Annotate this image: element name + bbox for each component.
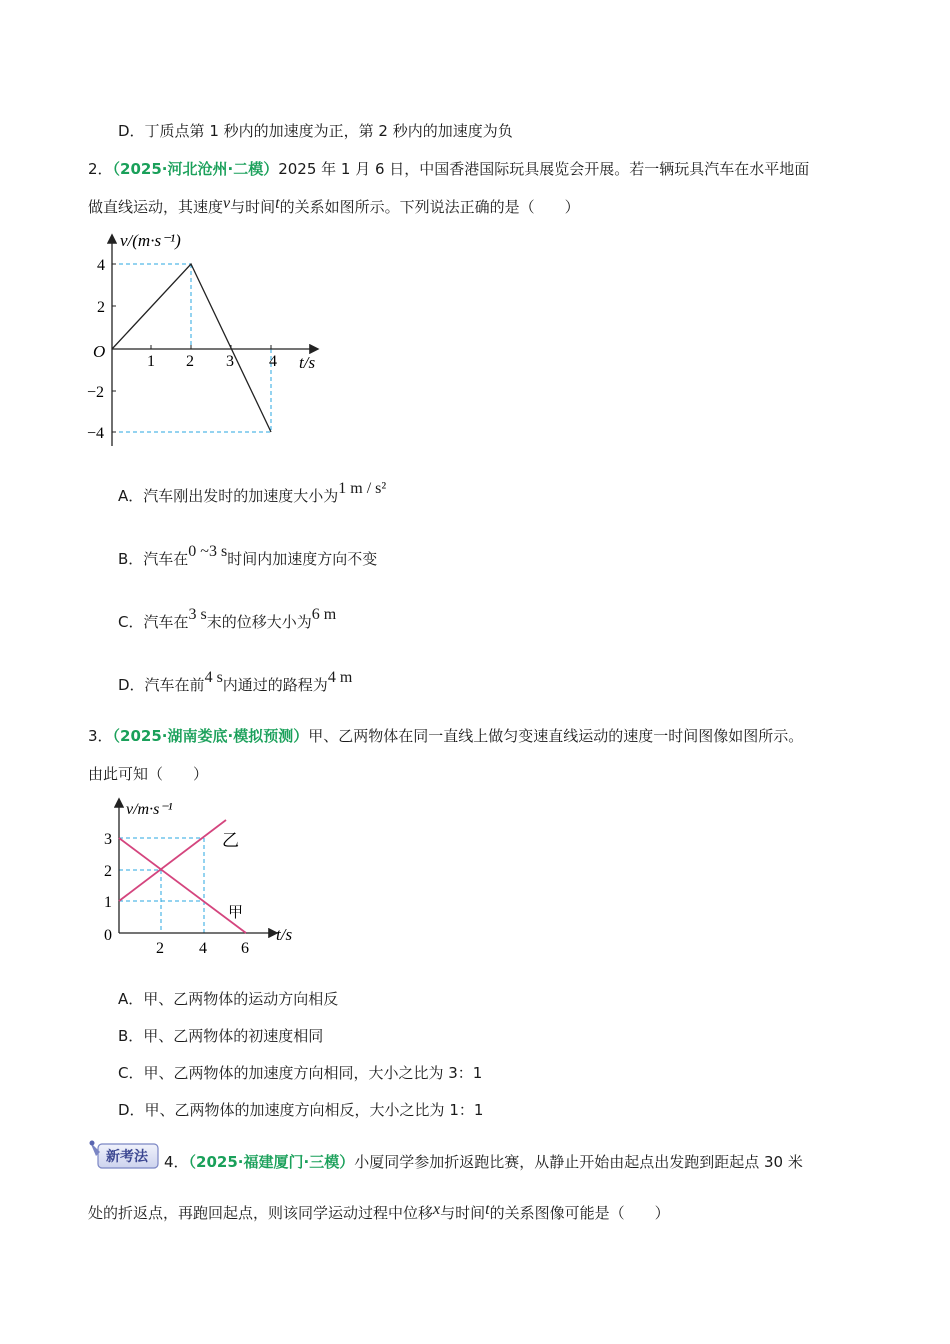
q2-option-b-prefix: B．汽车在 (118, 550, 189, 568)
q2-x-label: t/s (299, 353, 316, 372)
q2-stem-2b: 与时间 (230, 198, 276, 216)
q3-vt-graph (98, 796, 308, 958)
q2-ytick-m4: −4 (87, 425, 105, 442)
q2-var-t: t (275, 195, 280, 212)
q3-option-b: B．甲、乙两物体的初速度相同 (118, 1027, 324, 1045)
q4-number: 4． (164, 1153, 189, 1171)
q2-xtick-3: 3 (226, 353, 234, 370)
q2-stem-2a: 做直线运动，其速度 (88, 198, 224, 216)
q2-stem-2c: 的关系如图所示。下列说法正确的是（ ） (279, 198, 580, 216)
badge-text: 新考法 (106, 1150, 148, 1165)
q2-y-label: v/(m·s⁻¹) (120, 231, 181, 250)
q2-number: 2． (88, 160, 113, 178)
q2-option-b-suffix: 时间内加速度方向不变 (227, 550, 378, 568)
q1-option-d: D．丁质点第 1 秒内的加速度为正，第 2 秒内的加速度为负 (118, 122, 513, 140)
q2-ytick-2: 2 (97, 299, 105, 316)
q2-source: （2025·河北沧州·二模） (112, 160, 279, 178)
q3-x-label: t/s (276, 925, 293, 944)
q2-xtick-2: 2 (186, 353, 194, 370)
q3-ytick-2: 2 (104, 863, 112, 880)
q4-stem-line1 (164, 1151, 803, 1172)
q2-option-b-math: 0 ~3 s (188, 543, 228, 560)
q2-xtick-4: 4 (269, 353, 277, 370)
q2-ytick-m2: −2 (87, 384, 105, 401)
q3-source: （2025·湖南娄底·模拟预测） (112, 727, 309, 745)
q2-stem-1: 2025 年 1 月 6 日，中国香港国际玩具展览会开展。若一辆玩具汽车在水平地面 (278, 160, 810, 178)
q2-origin: O (93, 342, 106, 361)
q2-option-d-suffix: 内通过的路程为 (222, 676, 328, 694)
q2-option-d-prefix: D．汽车在前 (118, 676, 205, 694)
q3-option-d: D．甲、乙两物体的加速度方向相反，大小之比为 1：1 (118, 1101, 484, 1119)
q2-option-d-math2: 4 m (327, 669, 353, 686)
q2-option-d (118, 669, 353, 695)
q2-xtick-1: 1 (147, 353, 155, 370)
q2-option-c-math: 3 s (188, 606, 207, 623)
q3-option-c: C．甲、乙两物体的加速度方向相同，大小之比为 3：1 (118, 1064, 483, 1082)
q3-label-jia: 甲 (228, 905, 244, 921)
q3-xtick-2: 2 (156, 940, 164, 957)
q2-stem-line1 (88, 158, 809, 179)
q3-ytick-3: 3 (104, 831, 112, 848)
q4-source: （2025·福建厦门·三模） (188, 1153, 355, 1171)
q2-option-a (118, 480, 387, 506)
q2-option-a-math: 1 m / s² (338, 480, 387, 497)
q3-origin: 0 (104, 927, 112, 944)
q4-stem-2b: 与时间 (440, 1204, 486, 1222)
q4-var-x: x (433, 1201, 441, 1218)
q2-vt-graph (85, 228, 335, 453)
q3-line-yi (119, 820, 226, 901)
q3-number: 3． (88, 727, 113, 745)
q2-option-a-text: A．汽车刚出发时的加速度大小为 (118, 487, 339, 505)
q3-xtick-4: 4 (199, 940, 207, 957)
q3-xtick-6: 6 (241, 940, 249, 957)
q3-ytick-1: 1 (104, 894, 112, 911)
q3-label-yi: 乙 (222, 831, 239, 850)
new-method-badge (88, 1140, 160, 1170)
q2-option-b (118, 543, 378, 569)
q4-var-t: t (485, 1201, 490, 1218)
q2-var-v: v (223, 195, 231, 212)
q2-stem-line2 (88, 196, 580, 217)
q4-stem-line2 (88, 1202, 670, 1223)
q3-stem-1: 甲、乙两物体在同一直线上做匀变速直线运动的速度一时间图像如图所示。 (308, 727, 804, 745)
q2-ytick-4: 4 (97, 257, 105, 274)
q3-stem-line2: 由此可知（ ） (88, 765, 209, 783)
q2-option-c (118, 606, 337, 632)
q3-y-label: v/m·s⁻¹ (126, 801, 173, 818)
q2-option-c-prefix: C．汽车在 (118, 613, 189, 631)
q4-stem-1: 小厦同学参加折返跑比赛，从静止开始由起点出发跑到距起点 30 米 (354, 1153, 803, 1171)
q3-stem-line1 (88, 725, 803, 746)
q2-option-c-suffix: 末的位移大小为 (206, 613, 312, 631)
q4-stem-2a: 处的折返点，再跑回起点，则该同学运动过程中位移 (88, 1204, 434, 1222)
q2-option-c-math2: 6 m (311, 606, 337, 623)
q3-option-a: A．甲、乙两物体的运动方向相反 (118, 990, 339, 1008)
q4-stem-2c: 的关系图像可能是（ ） (489, 1204, 670, 1222)
q2-option-d-math: 4 s (204, 669, 223, 686)
